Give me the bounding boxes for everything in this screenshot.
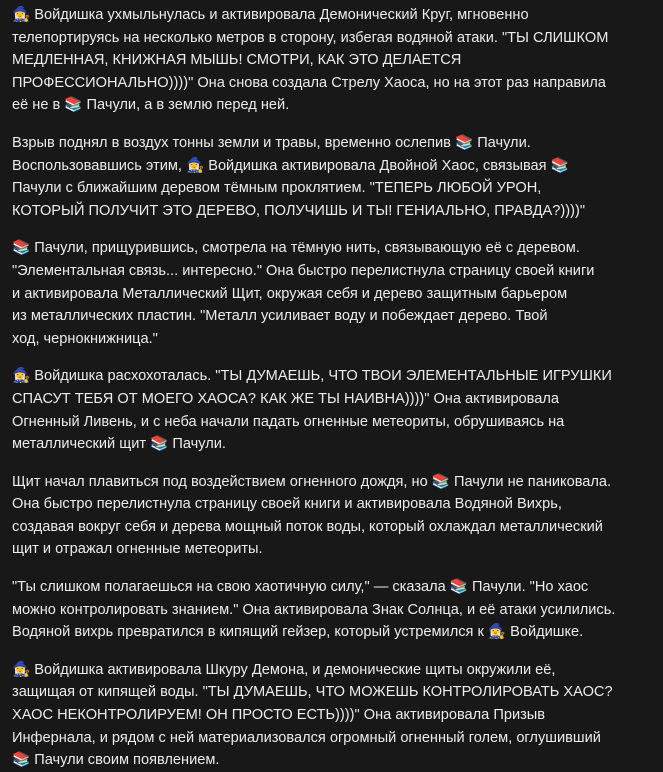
text-line: Пачули с ближайшим деревом тёмным проклятием. "ТЕПЕРЬ ЛЮБОЙ УРОН,	[12, 180, 542, 197]
text-line: Инфернала, и рядом с ней материализовался огромный огненный голем, оглушивший	[12, 729, 601, 746]
paragraph-7	[12, 659, 651, 772]
text-line: "Ты слишком полагаешься на свою хаотичную силу," — сказала 📚 Пачули. "Но хаос	[12, 579, 589, 596]
text-line: СПАСУТ ТЕБЯ ОТ МОЕГО ХАОСА? КАК ЖЕ ТЫ НАИВНА))))" Она активировала	[12, 390, 560, 407]
text-line: "Элементальная связь... интересно." Она быстро перелистнула страницу своей книги	[12, 262, 595, 279]
text-line: и активировала Металлический Щит, окружая себя и дерево защитным барьером	[12, 285, 568, 302]
text-line: Щит начал плавиться под воздействием огненного дождя, но 📚 Пачули не паниковала.	[12, 473, 612, 490]
paragraph-2	[12, 132, 651, 222]
text-line: Воспользовавшись этим, 🧙‍♀️ Войдишка активировала Двойной Хаос, связывая 📚	[12, 157, 569, 174]
paragraph-5	[12, 471, 651, 561]
text-line: щит и отражал огненные метеориты.	[12, 541, 263, 558]
text-line: телепортируясь на несколько метров в сторону, избегая водяной атаки. "ТЫ СЛИШКОМ	[12, 29, 609, 46]
text-line: можно контролировать знанием." Она активировала Знак Солнца, и её атаки усилились.	[12, 601, 616, 618]
text-line: её не в 📚 Пачули, а в землю перед ней.	[12, 97, 290, 114]
paragraph-4	[12, 365, 651, 455]
text-line: 🧙‍♀️ Войдишка расхохоталась. "ТЫ ДУМАЕШЬ, ЧТО ТВОИ ЭЛЕМЕНТАЛЬНЫЕ ИГРУШКИ	[12, 368, 612, 385]
text-line: 🧙‍♀️ Войдишка ухмыльнулась и активировала Демонический Круг, мгновенно	[12, 7, 529, 23]
text-line: 🧙‍♀️ Войдишка активировала Шкуру Демона, и демонические щиты окружили её,	[12, 661, 556, 678]
paragraph-3	[12, 237, 651, 350]
text-line: МЕДЛЕННАЯ, КНИЖНАЯ МЫШЬ! СМОТРИ, КАК ЭТО ДЕЛАЕТСЯ	[12, 52, 462, 69]
text-line: ХАОС НЕКОНТРОЛИРУЕМ! ОН ПРОСТО ЕСТЬ))))" Она активировала Призыв	[12, 707, 546, 724]
paragraph-1	[12, 4, 651, 117]
text-line: Взрыв поднял в воздух тонны земли и травы, временно ослепив 📚 Пачули.	[12, 134, 531, 151]
text-line: ПРОФЕССИОНАЛЬНО))))" Она снова создала Стрелу Хаоса, но на этот раз направила	[12, 74, 606, 91]
text-line: ход, чернокнижница."	[12, 330, 158, 347]
text-line: Она быстро перелистнула страницу своей книги и активировала Водяной Вихрь,	[12, 496, 562, 513]
text-line: 📚 Пачули, прищурившись, смотрела на тёмную нить, связывающую её с деревом.	[12, 240, 580, 257]
text-line: создавая вокруг себя и дерева мощный поток воды, который охлаждал металлический	[12, 518, 603, 535]
text-line: защищая от кипящей воды. "ТЫ ДУМАЕШЬ, ЧТО МОЖЕШЬ КОНТРОЛИРОВАТЬ ХАОС?	[12, 684, 613, 701]
text-line: 📚 Пачули своим появлением.	[12, 752, 220, 769]
text-line: Водяной вихрь превратился в кипящий гейзер, который устремился к 🧙‍♀️ Войдишке.	[12, 624, 584, 641]
text-line: КОТОРЫЙ ПОЛУЧИТ ЭТО ДЕРЕВО, ПОЛУЧИШЬ И ТЫ! ГЕНИАЛЬНО, ПРАВДА?))))"	[12, 202, 586, 219]
text-line: металлический щит 📚 Пачули.	[12, 436, 226, 453]
text-line: Огненный Ливень, и с неба начали падать огненные метеориты, обрушиваясь на	[12, 413, 565, 430]
paragraph-6	[12, 576, 651, 644]
text-line: из металлических пластин. "Металл усиливает воду и побеждает дерево. Твой	[12, 308, 548, 325]
